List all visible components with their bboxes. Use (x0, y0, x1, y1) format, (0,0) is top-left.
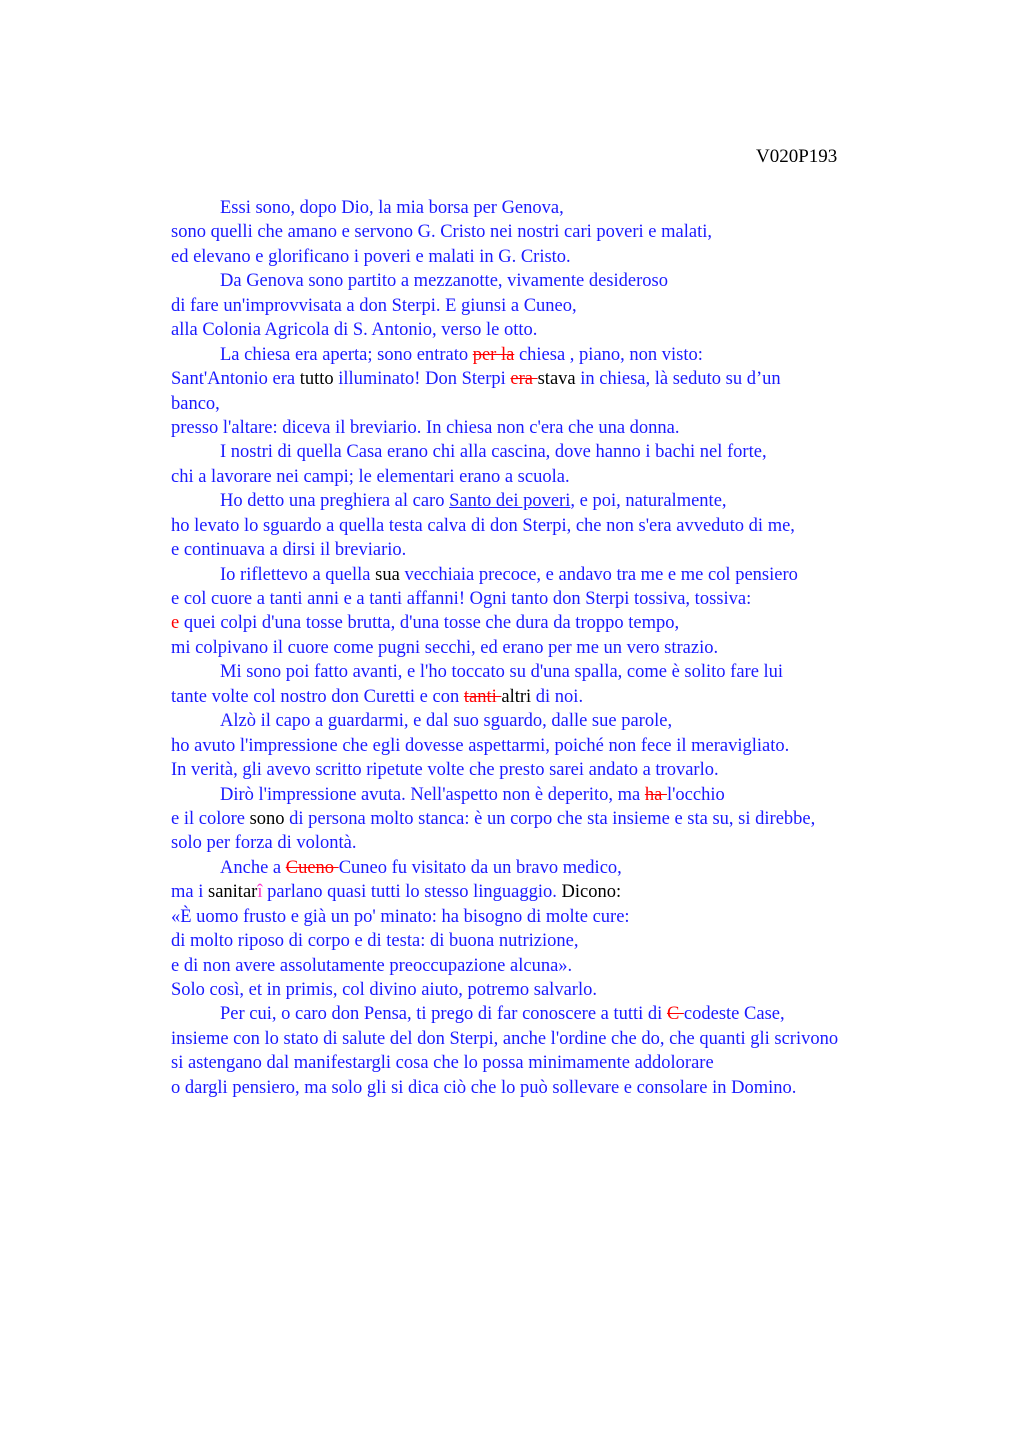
text-segment: tante volte col nostro don Curetti e con (171, 686, 464, 707)
text-line (171, 563, 838, 587)
text-line (171, 1002, 838, 1026)
text-line (171, 392, 838, 416)
text-segment: ho avuto l'impressione che egli dovesse aspettarmi, poiché non fece il meravigliato. (171, 735, 790, 756)
text-segment: ma i (171, 882, 208, 903)
black-text: sono (249, 808, 285, 829)
text-line (171, 1051, 838, 1075)
text-segment: Alzò il capo a guardarmi, e dal suo sguardo, dalle sue parole, (220, 711, 673, 732)
text-segment: di molto riposo di corpo e di testa: di buona nutrizione, (171, 931, 579, 952)
text-segment: di persona molto stanca: è un corpo che sta insieme e sta su, si direbbe, (284, 808, 816, 829)
text-line (171, 587, 838, 611)
underlined-text: Santo dei poveri (449, 491, 571, 512)
text-segment: e col cuore a tanti anni e a tanti affanni! Ogni tanto don Sterpi tossiva, tossiva: (171, 589, 752, 609)
text-segment: Cuneo fu visitato da un bravo medico, (338, 857, 622, 878)
text-line (171, 734, 838, 758)
text-line (171, 758, 838, 782)
text-segment: ed elevano e glorificano i poveri e malati in G. Cristo. (171, 246, 571, 267)
text-line (171, 880, 838, 904)
red-text: e (171, 613, 180, 634)
text-segment: e il colore (171, 808, 250, 829)
deleted-text: C (666, 1004, 684, 1025)
text-line (171, 856, 838, 880)
text-segment: Solo così, et in primis, col divino aiuto, potremo salvarlo. (171, 980, 597, 1000)
text-line (171, 343, 838, 367)
text-segment: Anche a (220, 857, 286, 878)
text-segment: Per cui, o caro don Pensa, ti prego di far conoscere a tutti di (220, 1004, 667, 1025)
text-segment: di noi. (531, 686, 584, 707)
text-line (171, 465, 838, 489)
text-line (171, 831, 838, 855)
text-line (171, 416, 838, 440)
text-segment: codeste Case, (683, 1004, 785, 1025)
text-line (171, 709, 838, 733)
text-segment: di fare un'improvvisata a don Sterpi. E giunsi a Cuneo, (171, 295, 577, 316)
black-text: stava (537, 369, 576, 390)
text-line (171, 269, 838, 293)
deleted-text: Cueno (285, 857, 339, 878)
text-segment: in chiesa, là seduto su d’un (575, 369, 781, 390)
text-line (171, 538, 838, 562)
text-segment: La chiesa era aperta; sono entrato (220, 344, 473, 365)
text-segment: illuminato! Don Sterpi (333, 369, 511, 390)
text-segment: ho levato lo sguardo a quella testa calva di don Sterpi, che non s'era avveduto di me, (171, 515, 795, 536)
deleted-text: tanti (463, 686, 502, 707)
text-segment: insieme con lo stato di salute del don Sterpi, anche l'ordine che do, che quanti gli scrivono (171, 1028, 839, 1049)
text-segment: solo per forza di volontà. (171, 833, 357, 854)
text-segment: , e poi, naturalmente, (570, 491, 727, 512)
text-segment: Sant'Antonio era (171, 369, 300, 390)
text-segment: alla Colonia Agricola di S. Antonio, verso le otto. (171, 320, 538, 341)
text-segment: l'occhio (666, 784, 725, 805)
text-segment: chiesa , piano, non visto: (514, 344, 703, 365)
text-segment: In verità, gli avevo scritto ripetute volte che presto sarei andato a trovarlo. (171, 760, 719, 781)
text-segment: chi a lavorare nei campi; le elementari erano a scuola. (171, 466, 570, 487)
page-identifier: V020P193 (756, 146, 838, 167)
text-line (171, 1027, 838, 1051)
text-line (171, 954, 838, 978)
black-text: Dicono: (561, 882, 622, 903)
black-text: sua (375, 564, 400, 585)
text-segment: Mi sono poi fatto avanti, e l'ho toccato su d'una spalla, come è solito fare lui (220, 662, 784, 683)
text-line (171, 929, 838, 953)
text-line (171, 611, 838, 635)
text-line (171, 685, 838, 709)
text-segment: o dargli pensiero, ma solo gli si dica ciò che lo può sollevare e consolare in Domino. (171, 1077, 797, 1098)
text-segment: e continuava a dirsi il breviario. (171, 540, 407, 561)
text-segment: Dirò l'impressione avuta. Nell'aspetto non è deperito, ma (220, 784, 645, 805)
deleted-text: per la (472, 344, 515, 365)
text-line (171, 294, 838, 318)
text-segment: si astengano dal manifestargli cosa che lo possa minimamente addolorare (171, 1053, 714, 1074)
deleted-text: ha (644, 784, 667, 805)
text-segment: e di non avere assolutamente preoccupazione alcuna». (171, 955, 573, 976)
text-segment: sono quelli che amano e servono G. Cristo nei nostri cari poveri e malati, (171, 222, 712, 243)
text-line (171, 905, 838, 929)
text-segment: Ho detto una preghiera al caro (220, 491, 450, 512)
text-line (171, 245, 838, 269)
text-segment: quei colpi d'una tosse brutta, d'una tosse che dura da troppo tempo, (179, 613, 680, 634)
text-segment: vecchiaia precoce, e andavo tra me e me col pensiero (399, 564, 798, 585)
text-line (171, 220, 838, 244)
text-segment: Da Genova sono partito a mezzanotte, vivamente desideroso (220, 271, 668, 292)
text-line (171, 514, 838, 538)
text-segment: «È uomo frusto e già un po' minato: ha bisogno di molte cure: (171, 906, 630, 927)
deleted-text: era (510, 369, 538, 390)
text-line (171, 636, 838, 660)
text-line (171, 489, 838, 513)
text-line (171, 196, 838, 220)
text-line (171, 1076, 838, 1100)
text-line (171, 367, 838, 391)
text-line (171, 660, 838, 684)
text-segment: banco, (171, 393, 220, 414)
text-line (171, 783, 838, 807)
text-segment: mi colpivano il cuore come pugni secchi, ed erano per me un vero strazio. (171, 637, 719, 658)
text-segment: presso l'altare: diceva il breviario. In chiesa non c'era che una donna. (171, 417, 680, 438)
letter-body (171, 196, 838, 1100)
text-segment: I nostri di quella Casa erano chi alla cascina, dove hanno i bachi nel forte, (220, 442, 767, 463)
text-segment: Essi sono, dopo Dio, la mia borsa per Genova, (220, 198, 564, 218)
inserted-mark: î (257, 882, 263, 903)
text-segment: parlano quasi tutti lo stesso linguaggio. (262, 882, 562, 903)
black-text: tutto (299, 369, 334, 390)
text-segment: Io riflettevo a quella (220, 564, 376, 585)
text-line (171, 318, 838, 342)
text-line (171, 807, 838, 831)
black-text: altri (501, 686, 532, 707)
text-line (171, 978, 838, 1002)
black-text: sanitar (208, 882, 258, 903)
text-line (171, 440, 838, 464)
